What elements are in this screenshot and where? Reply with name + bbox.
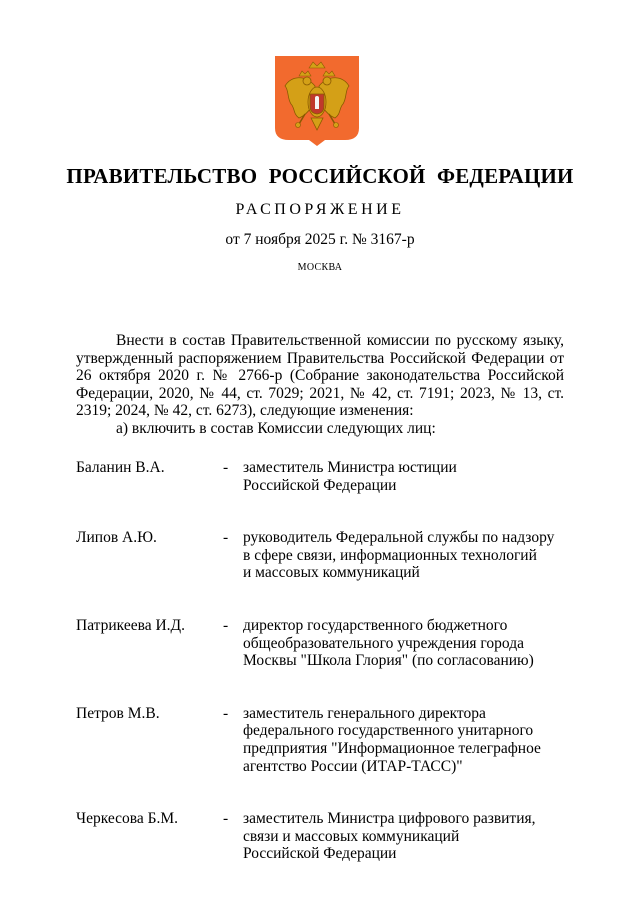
person-name: Патрикеева И.Д. (76, 616, 185, 634)
person-dash: - (223, 704, 229, 722)
person-name: Липов А.Ю. (76, 529, 157, 547)
coat-of-arms-icon (275, 56, 359, 146)
person-entry (76, 705, 576, 775)
person-dash: - (223, 810, 229, 828)
person-entry (76, 617, 576, 670)
paragraph-include: а) включить в состав Комиссии следующих лиц: (116, 419, 436, 437)
document-date-number: от 7 ноября 2025 г. № 3167-р (225, 231, 415, 248)
person-position: заместитель Министра юстиции Российской Федерации (243, 459, 457, 494)
person-entry (76, 459, 576, 494)
document-body (76, 332, 564, 438)
paragraph-main: Внести в состав Правительственной комиссии по русскому языку, утвержденный распоряжением Правительства Российской Федерации от 26 октября 2020 г. № 2766-р (Собрание законодательства Российской Федерации, 2020, № 44, ст. 7029; 2021, № 42, ст. 7191; 2023, № 13, ст. 2319; 2024, № 42, ст. 6273), следующие изменения: (76, 332, 564, 420)
person-position: руководитель Федеральной службы по надзору в сфере связи, информационных технологий и массовых коммуникаций (243, 529, 555, 582)
person-name: Петров М.В. (76, 704, 160, 722)
person-dash: - (223, 616, 229, 634)
person-list (76, 459, 576, 898)
person-dash: - (223, 459, 229, 476)
coat-of-arms-emblem (275, 56, 359, 146)
person-entry (76, 529, 576, 582)
person-position: заместитель генерального директора федерального государственного унитарного предприятия "Информационное телеграфное агентство России (ИТАР-ТАСС)" (243, 704, 541, 775)
person-name: Баланин В.А. (76, 459, 165, 476)
person-entry (76, 810, 576, 863)
person-dash: - (223, 529, 229, 547)
person-position: директор государственного бюджетного общеобразовательного учреждения города Москвы "Школа Глория" (по согласованию) (243, 616, 534, 670)
document-type: РАСПОРЯЖЕНИЕ (235, 201, 405, 218)
government-title: ПРАВИТЕЛЬСТВО РОССИЙСКОЙ ФЕДЕРАЦИИ (66, 164, 574, 188)
document-city: МОСКВА (297, 262, 343, 273)
person-name: Черкесова Б.М. (76, 810, 179, 828)
person-position: заместитель Министра цифрового развития, связи и массовых коммуникаций Российской Федерации (243, 810, 536, 863)
